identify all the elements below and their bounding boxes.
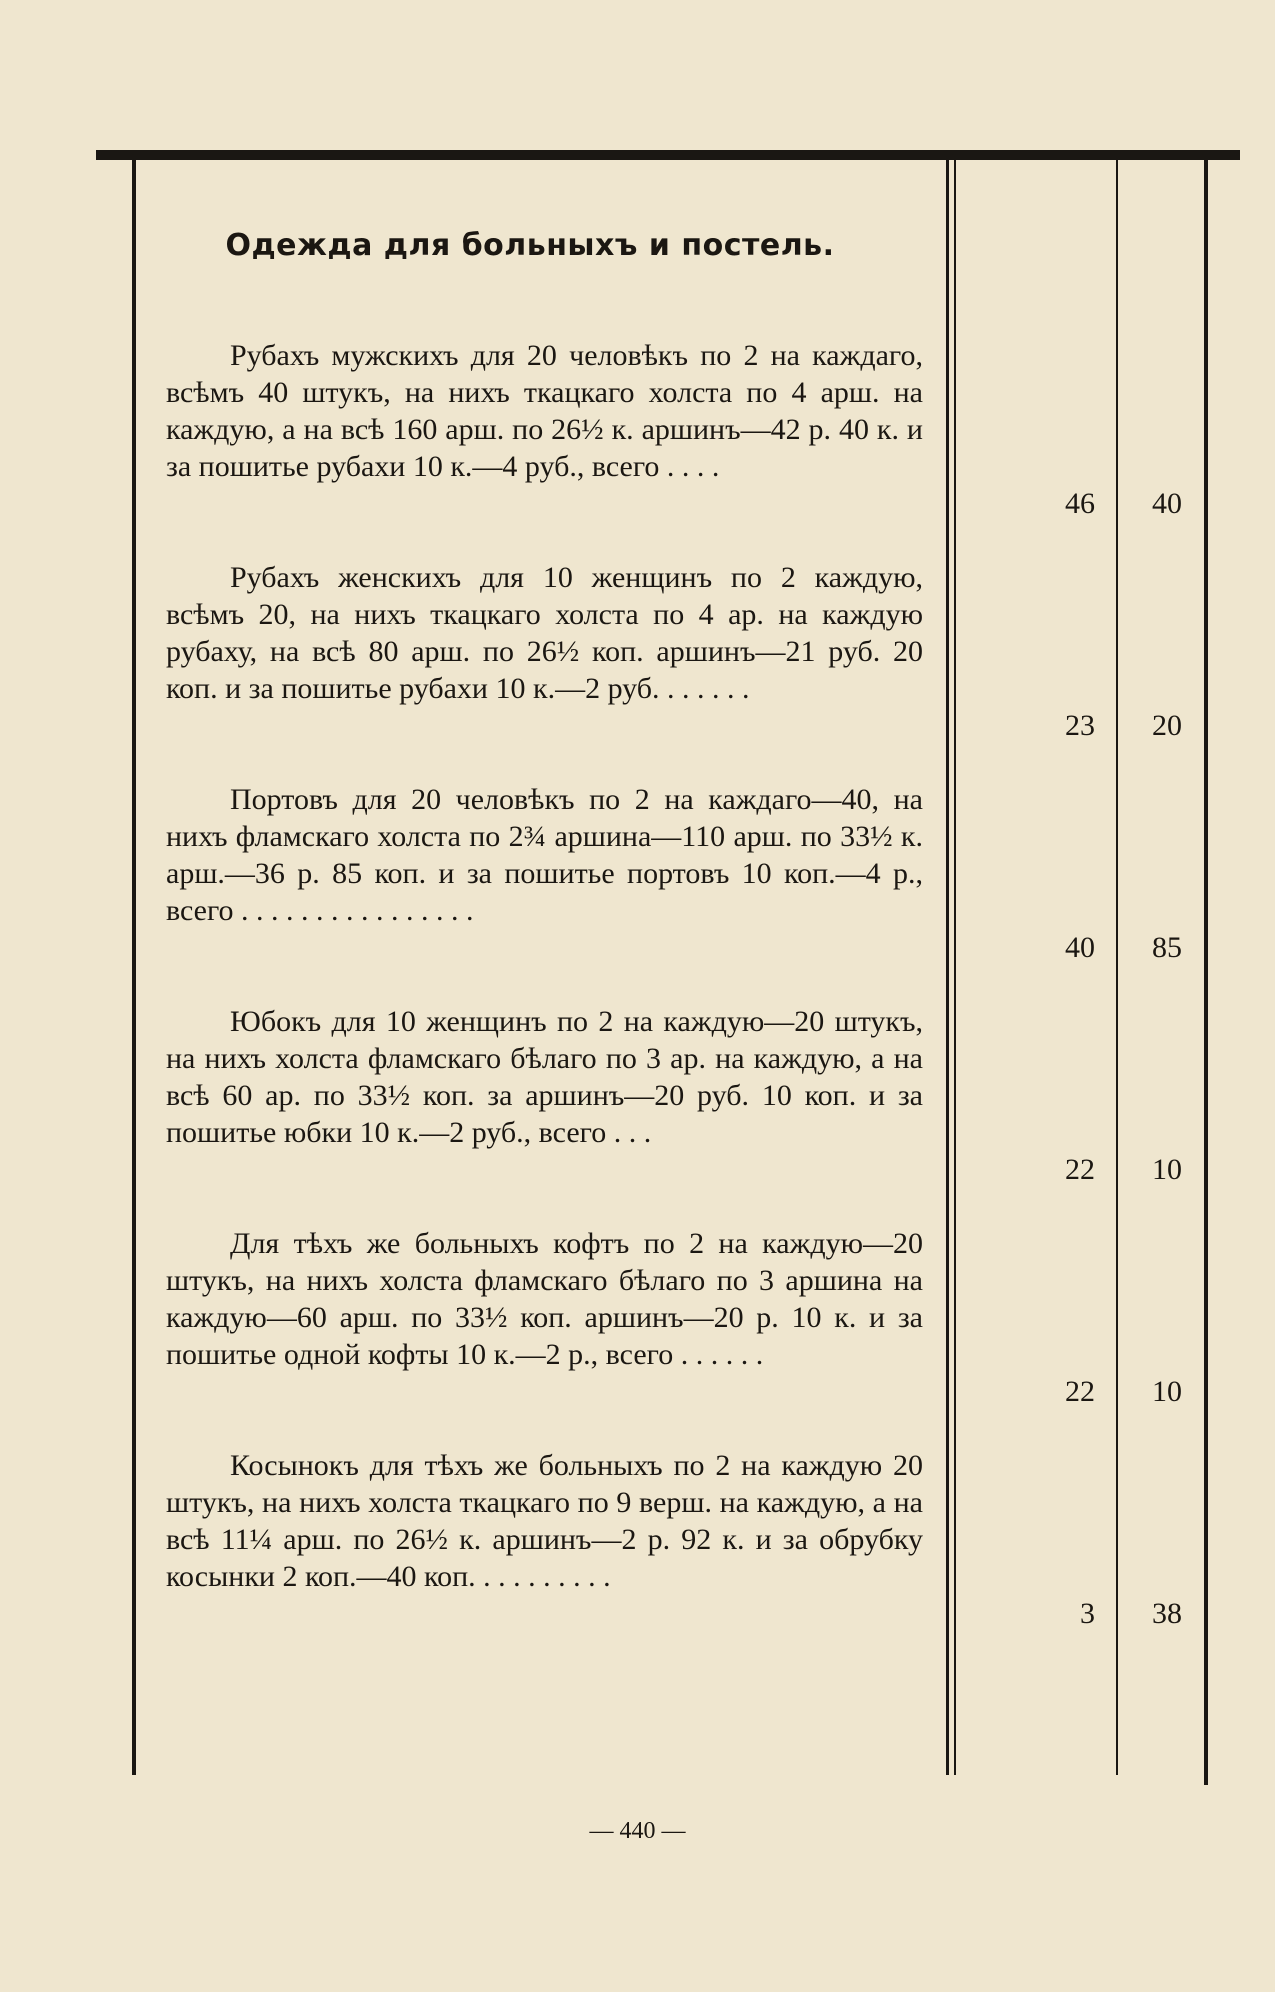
section-title: Одежда для больныхъ и постель. [225,228,835,263]
entry-kopecks: 20 [1152,709,1182,742]
column-divider-line-inner [954,160,956,1775]
entry-rubles: 3 [1080,1597,1095,1630]
page-number: — 440 — [589,1818,686,1844]
entry-kopecks: 10 [1152,1153,1182,1186]
entry-rubles: 22 [1065,1153,1095,1186]
entry-jackets [166,1225,923,1373]
entry-skirts [166,1003,923,1151]
left-border-line [132,160,136,1775]
entry-kopecks: 38 [1152,1597,1182,1630]
entry-text: Косынокъ для тѣхъ же больныхъ по 2 на каждую 20 штукъ, на нихъ холста ткацкаго по 9 верш. на каждую, а на всѣ 11¼ арш. по 26½ к. аршинъ—2 р. 92 к. и за обрубку косынки 2 коп.—40 коп. . . . . . . . . . [166,1449,923,1593]
entry-kopecks: 40 [1152,487,1182,520]
entry-kopecks: 10 [1152,1375,1182,1408]
entry-rubles: 23 [1065,709,1095,742]
entry-text: Юбокъ для 10 женщинъ по 2 на каждую—20 штукъ, на нихъ холста фламскаго бѣлаго по 3 ар. на каждую, а на всѣ 60 ар. по 33½ коп. за аршинъ—20 руб. 10 коп. и за пошитье юбки 10 к.—2 руб., всего . . . [166,1005,923,1149]
entry-kerchiefs [166,1447,923,1595]
entry-text: Портовъ для 20 человѣкъ по 2 на каждаго—40, на нихъ фламскаго холста по 2¾ аршина—110 арш. по 33½ к. арш.—36 р. 85 коп. и за пошитье портовъ 10 коп.—4 р., всего . . . . . . . . . . . . . . . . [166,783,923,927]
entry-trousers [166,781,923,929]
entry-text: Рубахъ женскихъ для 10 женщинъ по 2 каждую, всѣмъ 20, на нихъ ткацкаго холста по 4 ар. на каждую рубаху, на всѣ 80 арш. по 26½ коп. аршинъ—21 руб. 20 коп. и за пошитье рубахи 10 к.—2 руб. . . . . . . [166,561,923,705]
entry-text: Рубахъ мужскихъ для 20 человѣкъ по 2 на каждаго, всѣмъ 40 штукъ, на нихъ ткацкаго холста по 4 арш. на каждую, а на всѣ 160 арш. по 26½ к. аршинъ—42 р. 40 к. и за пошитье рубахи 10 к.—4 руб., всего . . . . [166,339,923,483]
top-double-rule [96,150,1240,158]
entry-kopecks: 85 [1152,931,1182,964]
entry-rubles: 46 [1065,487,1095,520]
rubles-kopecks-divider [1116,160,1118,1775]
entry-text: Для тѣхъ же больныхъ кофтъ по 2 на каждую—20 штукъ, на нихъ холста фламскаго бѣлаго по 3 аршина на каждую—60 арш. по 33½ коп. аршинъ—20 р. 10 к. и за пошитье одной кофты 10 к.—2 р., всего . . . . . . [166,1227,923,1371]
entry-men-shirts [166,337,923,485]
entry-rubles: 22 [1065,1375,1095,1408]
column-divider-line [946,160,949,1775]
entry-rubles: 40 [1065,931,1095,964]
right-border-line [1204,160,1208,1785]
entry-women-shirts [166,559,923,707]
top-rule-thin [96,158,1240,160]
